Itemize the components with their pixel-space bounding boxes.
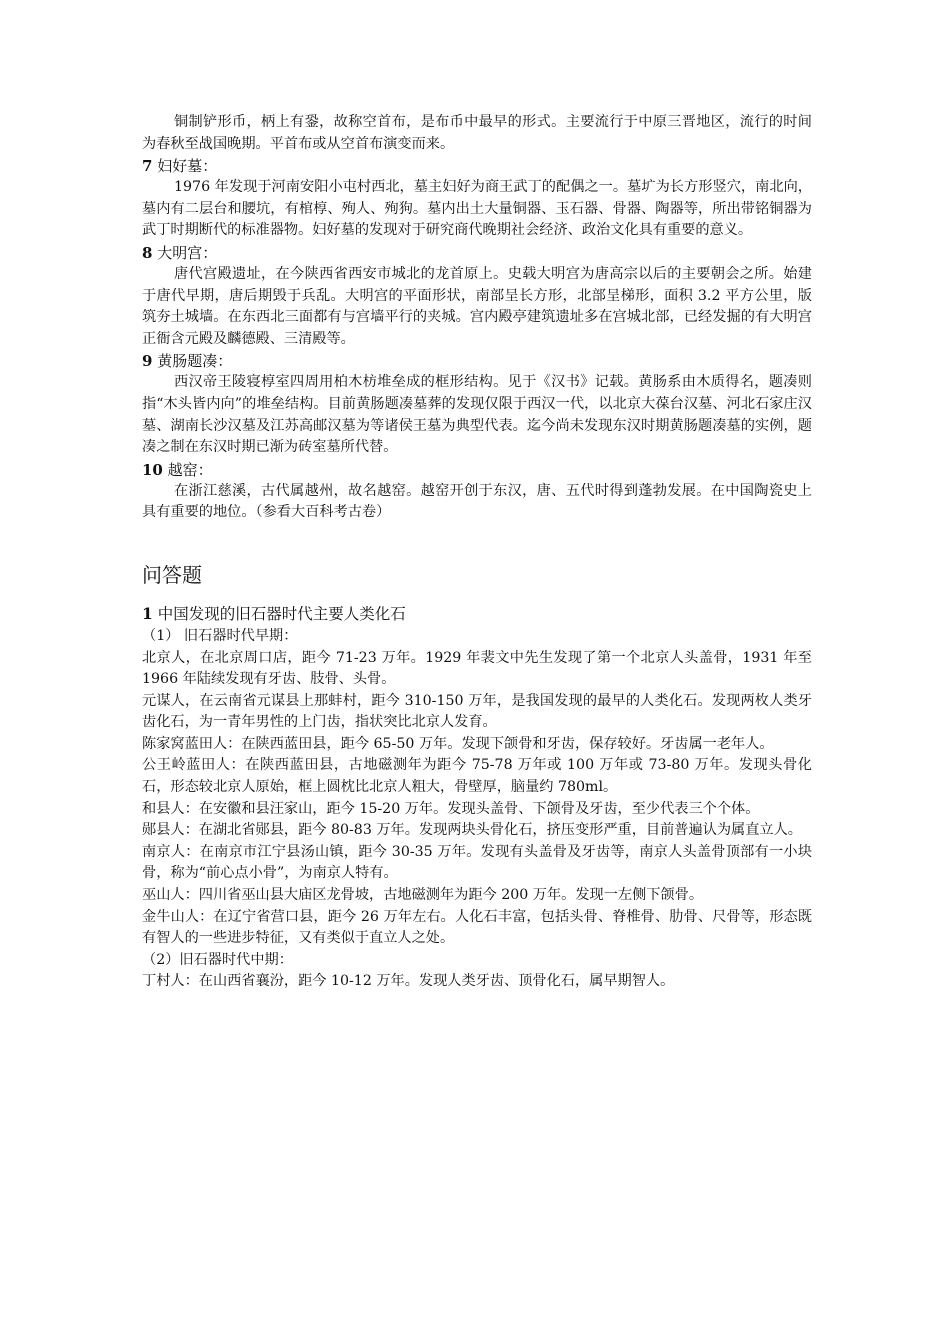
fossil-entry: 郧县人：在湖北省郧县，距今 80-83 万年。发现两块头骨化石，挤压变形严重，目前普遍认为属直立人。 <box>142 822 802 839</box>
section-title: 问答题 <box>142 562 202 587</box>
term-paragraph: 1976 年发现于河南安阳小屯村西北，墓主妇好为商王武丁的配偶之一。墓圹为长方形竖穴，南北向，墓内有二层台和腰坑，有棺椁、殉人、殉狗。墓内出土大量铜器、玉石器、骨器、陶器等，所出带铭铜器为武丁时期断代的标准器物。妇好墓的发现对于研究商代晚期社会经济、政治文化具有重要的意义。 <box>142 179 812 239</box>
term-heading-10 <box>142 459 812 481</box>
fossil-entry: 北京人，在北京周口店，距今 71-23 万年。1929 年裴文中先生发现了第一个北京人头盖骨，1931 年至 1966 年陆续发现有牙齿、肢骨、头骨。 <box>142 649 812 688</box>
term-number: 10 <box>142 460 163 479</box>
question-text: 中国发现的旧石器时代主要人类化石 <box>157 604 406 623</box>
document-page <box>142 112 812 993</box>
term-number: 7 <box>142 157 153 176</box>
term-heading-9 <box>142 350 812 372</box>
fossil-entry: 南京人：在南京市江宁县汤山镇，距今 30-35 万年。发现有头盖骨及牙齿等，南京人头盖骨顶部有一小块骨，称为“前心点小骨”，为南京人特有。 <box>142 843 812 882</box>
fossil-entry: 巫山人：四川省巫山县大庙区龙骨坡，古地磁测年为距今 200 万年。发现一左侧下颌骨。 <box>142 887 704 904</box>
term-name: 大明宫： <box>157 243 218 262</box>
term-name: 妇好墓： <box>157 157 218 176</box>
term-name: 黄肠题凑： <box>157 352 233 371</box>
term-name: 越窑： <box>167 460 213 479</box>
fossil-entry: 金牛山人：在辽宁省营口县，距今 26 万年左右。人化石丰富，包括头骨、脊椎骨、肋骨、尺骨等，形态既有智人的一些进步特征，又有类似于直立人之处。 <box>142 908 812 947</box>
term-number: 9 <box>142 352 153 371</box>
term-paragraph: 西汉帝王陵寝椁室四周用柏木枋堆垒成的框形结构。见于《汉书》记载。黄肠系由木质得名，题凑则指“木头皆内向”的堆垒结构。目前黄肠题凑墓葬的发现仅限于西汉一代，以北京大葆台汉墓、河北石家庄汉墓、湖南长沙汉墓及江苏高邮汉墓为等诸侯王墓为典型代表。迄今尚未发现东汉时期黄肠题凑墓的实例，题凑之制在东汉时期已渐为砖室墓所代替。 <box>142 374 812 456</box>
term-heading-7 <box>142 155 812 177</box>
fossil-entry: 元谋人，在云南省元谋县上那蚌村，距今 310-150 万年，是我国发现的最早的人类化石。发现两枚人类牙齿化石，为一青年男性的上门齿，指状突比北京人发育。 <box>142 692 812 731</box>
fossil-entry: 公王岭蓝田人：在陕西蓝田县，古地磁测年为距今 75-78 万年或 100 万年或 73-80 万年。发现头骨化石，形态较北京人原始，框上圆枕比北京人粗大，骨壁厚，脑量约 780ml。 <box>142 757 812 796</box>
fossil-entry: 陈家窝蓝田人：在陕西蓝田县，距今 65-50 万年。发现下颌骨和牙齿，保存较好。牙齿属一老年人。 <box>142 735 774 752</box>
term-number: 8 <box>142 243 153 262</box>
question-number: 1 <box>142 603 153 623</box>
subsection-early: （1） 旧石器时代早期： <box>142 627 298 644</box>
subsection-middle: （2）旧石器时代中期： <box>142 951 293 968</box>
fossil-entry: 丁村人：在山西省襄汾，距今 10-12 万年。发现人类牙齿、顶骨化石，属早期智人。 <box>142 973 675 990</box>
term-paragraph: 在浙江慈溪，古代属越州，故名越窑。越窑开创于东汉，唐、五代时得到蓬勃发展。在中国陶瓷史上具有重要的地位。（参看大百科考古卷） <box>142 482 812 521</box>
fossil-entry: 和县人：在安徽和县汪家山，距今 15-20 万年。发现头盖骨、下颌骨及牙齿，至少代表三个个体。 <box>142 800 760 817</box>
question-title <box>142 602 812 626</box>
term-paragraph: 唐代宫殿遗址，在今陕西省西安市城北的龙首原上。史载大明宫为唐高宗以后的主要朝会之所。始建于唐代早期，唐后期毁于兵乱。大明宫的平面形状，南部呈长方形，北部呈梯形，面积 3.2 平方公里，版筑夯土城墙。在东西北三面都有与宫墙平行的夹城。宫内殿亭建筑遗址多在宫城北部，已经发掘的有大明宫正衙含元殿及麟德殿、三清殿等。 <box>142 265 812 347</box>
intro-paragraph: 铜制铲形币，柄上有銎，故称空首布，是布币中最早的形式。主要流行于中原三晋地区，流行的时间为春秋至战国晚期。平首布或从空首布演变而来。 <box>142 114 812 152</box>
term-heading-8 <box>142 242 812 264</box>
